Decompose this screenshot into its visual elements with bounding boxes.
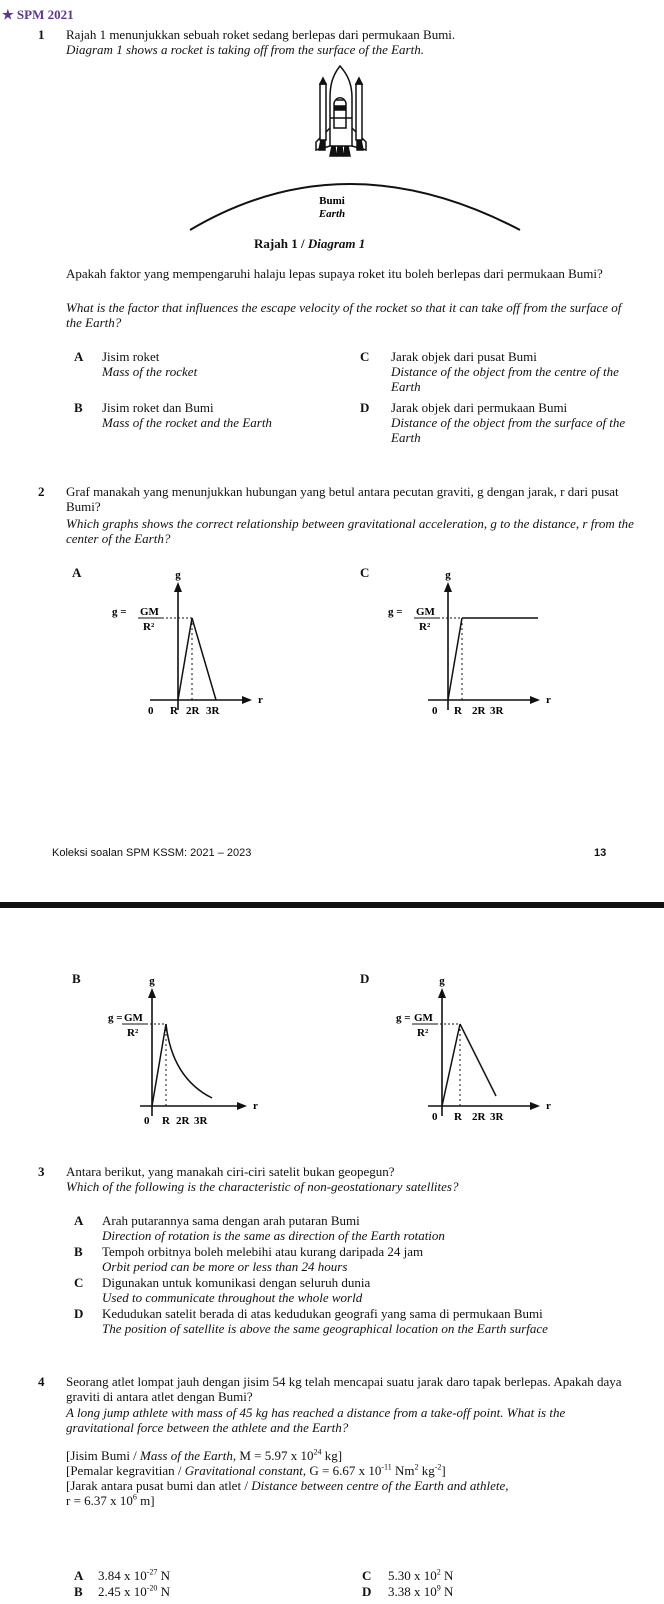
q1-stem-en: Diagram 1 shows a rocket is taking off from the surface of the Earth. <box>66 42 424 57</box>
q1-option-d-ms[interactable]: Jarak objek dari permukaan Bumi <box>391 400 568 415</box>
tick-r: R <box>170 705 178 717</box>
q3-stem-ms: Antara berikut, yang manakah ciri-ciri satelit bukan geopegun? <box>66 1164 395 1179</box>
option-value-base: 2.45 x 10 <box>98 1584 147 1599</box>
earth-surface-arc <box>190 184 520 230</box>
q4-given-g <box>66 1463 446 1478</box>
q1-option-letter[interactable]: A <box>74 349 84 364</box>
q3-option-a-en[interactable]: Direction of rotation is the same as direction of the Earth rotation <box>102 1228 445 1243</box>
earth-label-en: Earth <box>318 208 346 220</box>
q4-given-r-value <box>66 1493 155 1508</box>
q3-option-c-ms[interactable]: Digunakan untuk komunikasi dengan seluruh dunia <box>102 1275 371 1290</box>
option-value-unit: N <box>157 1584 171 1599</box>
earth-label-ms: Bumi <box>319 195 345 207</box>
q4-option-d-value[interactable] <box>388 1584 453 1599</box>
origin-label: 0 <box>144 1115 150 1127</box>
option-value-base: 3.38 x 10 <box>388 1584 437 1599</box>
q1-stem-ms: Rajah 1 menunjukkan sebuah roket sedang berlepas dari permukaan Bumi. <box>66 27 456 42</box>
q3-option-b-ms[interactable]: Tempoh orbitnya boleh melebihi atau kurang daripada 24 jam <box>102 1244 424 1259</box>
caption-ms: Rajah 1 / <box>254 236 308 251</box>
tick-r: R <box>162 1115 170 1127</box>
option-value-exponent: -20 <box>146 1583 158 1593</box>
x-axis-arrow-icon <box>237 1102 247 1110</box>
rocket-drawing <box>316 66 366 156</box>
q4-option-letter[interactable]: A <box>74 1568 84 1583</box>
tick-2r: 2R <box>176 1115 190 1127</box>
tick-2r: 2R <box>472 705 486 717</box>
given-mass-italic: Mass of the Earth <box>140 1448 233 1463</box>
given-r-unit: m] <box>136 1493 155 1508</box>
q3-option-letter[interactable]: D <box>74 1306 84 1321</box>
q1-caption <box>254 236 365 251</box>
header-title: SPM 2021 <box>16 7 74 22</box>
page-footer-text: Koleksi soalan SPM KSSM: 2021 – 2023 <box>52 847 252 859</box>
q1-option-letter[interactable]: C <box>360 349 370 364</box>
graph-option-a[interactable] <box>100 560 270 725</box>
g-axis-label: g <box>445 569 451 581</box>
given-g-exponent: -11 <box>381 1462 392 1472</box>
star-icon: ★ <box>2 7 14 22</box>
section-header <box>2 7 74 22</box>
origin-label: 0 <box>432 1111 438 1123</box>
given-r-italic: Distance between centre of the Earth and athlete, <box>251 1478 509 1493</box>
page-number: 13 <box>594 847 607 859</box>
caption-en: Diagram 1 <box>307 236 366 251</box>
option-value-exponent: 9 <box>436 1583 441 1593</box>
q1-number: 1 <box>38 27 45 42</box>
q3-option-b-en[interactable]: Orbit period can be more or less than 24 hours <box>102 1259 348 1274</box>
q1-option-letter[interactable]: D <box>360 400 370 415</box>
r-axis-label: r <box>253 1100 258 1112</box>
given-g-prefix: [Pemalar kegravitian / <box>66 1463 185 1478</box>
q2-option-c-letter[interactable]: C <box>360 565 370 580</box>
g-axis-label: g <box>175 569 181 581</box>
r-axis-label: r <box>546 694 551 706</box>
q3-option-a-ms[interactable]: Arah putarannya sama dengan arah putaran Bumi <box>102 1213 360 1228</box>
x-axis-arrow-icon <box>242 696 252 704</box>
q4-option-letter[interactable]: B <box>74 1584 83 1599</box>
graph-curve-falling <box>192 618 216 700</box>
q2-stem-en: Which graphs shows the correct relationship between gravitational acceleration, g to the distance, r from the center of the Earth? <box>66 516 634 546</box>
q3-option-d-en[interactable]: The position of satellite is above the same geographical location on the Earth surface <box>102 1321 548 1336</box>
tick-3r: 3R <box>206 705 220 717</box>
q1-option-b-ms[interactable]: Jisim roket dan Bumi <box>102 400 214 415</box>
option-value-exponent: -27 <box>146 1567 158 1577</box>
tick-r: R <box>454 1111 462 1123</box>
graph-curve-inverse-square <box>166 1024 212 1098</box>
tick-3r: 3R <box>194 1115 208 1127</box>
q3-option-letter[interactable]: B <box>74 1244 83 1259</box>
origin-label: 0 <box>432 705 438 717</box>
given-g-exponent-2: 2 <box>414 1462 419 1472</box>
option-value-unit: N <box>440 1584 454 1599</box>
tick-3r: 3R <box>490 1111 504 1123</box>
q2-stem-ms: Graf manakah yang menunjukkan hubungan yang betul antara pecutan graviti, g dengan jarak, r dari pusat Bumi? <box>66 484 619 514</box>
q3-option-letter[interactable]: A <box>74 1213 84 1228</box>
tick-2r: 2R <box>186 705 200 717</box>
q4-number: 4 <box>38 1374 45 1389</box>
r2-denominator: R² <box>143 621 155 633</box>
g-equation-label: g = <box>396 1012 411 1024</box>
q1-option-letter[interactable]: B <box>74 400 83 415</box>
q1-option-a-en[interactable]: Mass of the rocket <box>102 364 198 379</box>
given-g-italic: Gravitational constant <box>184 1463 303 1478</box>
origin-label: 0 <box>148 705 154 717</box>
q1-question-ms: Apakah faktor yang mempengaruhi halaju lepas supaya roket itu boleh berlepas dari permukaan Bumi? <box>66 266 603 281</box>
q1-question-en: What is the factor that influences the escape velocity of the rocket so that it can take off from the surface of the Earth? <box>66 300 622 330</box>
q3-option-d-ms[interactable]: Kedudukan satelit berada di atas kedudukan geografi yang sama di permukaan Bumi <box>102 1306 543 1321</box>
option-value-base: 3.84 x 10 <box>98 1568 147 1583</box>
tick-r: R <box>454 705 462 717</box>
given-g-value: , G = 6.67 x 10 <box>302 1463 382 1478</box>
q3-stem-en: Which of the following is the characteristic of non-geostationary satellites? <box>66 1179 459 1194</box>
x-axis-arrow-icon <box>530 1102 540 1110</box>
g-axis-label: g <box>439 975 445 987</box>
option-value-exponent: 2 <box>436 1567 441 1577</box>
given-r-exponent: 6 <box>132 1492 137 1502</box>
given-mass-value: , M = 5.97 x 10 <box>232 1448 314 1463</box>
q3-number: 3 <box>38 1164 45 1179</box>
rocket-earth-diagram <box>180 58 530 238</box>
graph-curve-rising <box>152 1024 166 1106</box>
q4-given-mass <box>66 1448 342 1463</box>
g-equation-label: g = <box>108 1012 123 1024</box>
y-axis-arrow-icon <box>438 988 446 998</box>
q4-option-letter[interactable]: C <box>362 1568 372 1583</box>
q4-option-a-value[interactable] <box>98 1568 170 1583</box>
q2-option-a-letter[interactable]: A <box>72 565 82 580</box>
q1-option-c-ms[interactable]: Jarak objek dari pusat Bumi <box>391 349 537 364</box>
given-r-prefix: [Jarak antara pusat bumi dan atlet / <box>66 1478 252 1493</box>
q3-option-letter[interactable]: C <box>74 1275 84 1290</box>
q4-stem-ms: Seorang atlet lompat jauh dengan jisim 54 kg telah mencapai suatu jarak daro tapak berlepas. Apakah daya graviti di antara atlet dengan Bumi? <box>66 1374 622 1404</box>
given-mass-exponent: 24 <box>313 1447 322 1457</box>
r2-denominator: R² <box>417 1027 429 1039</box>
r-axis-label: r <box>258 694 263 706</box>
q2-option-d-letter[interactable]: D <box>360 971 370 986</box>
q4-given-r <box>66 1478 508 1493</box>
q4-option-c-value[interactable] <box>388 1568 453 1583</box>
given-g-close: ] <box>441 1463 446 1478</box>
g-equation-label: g = <box>388 606 403 618</box>
q4-stem-en: A long jump athlete with mass of 45 kg has reached a distance from a take-off point. What is the gravitational force between the athlete and the Earth? <box>66 1405 566 1435</box>
graph-option-c[interactable] <box>388 560 558 725</box>
q2-option-b-letter[interactable]: B <box>72 971 81 986</box>
q1-option-d-en[interactable]: Distance of the object from the surface of the Earth <box>391 415 626 445</box>
q4-option-letter[interactable]: D <box>362 1584 372 1599</box>
given-mass-prefix: [Jisim Bumi / <box>66 1448 141 1463</box>
option-value-unit: N <box>157 1568 171 1583</box>
g-equation-label: g = <box>112 606 127 618</box>
q2-number: 2 <box>38 484 45 499</box>
given-r-value: r = 6.37 x 10 <box>66 1493 133 1508</box>
option-value-unit: N <box>440 1568 454 1583</box>
given-g-unit: Nm <box>391 1463 415 1478</box>
option-value-base: 5.30 x 10 <box>388 1568 437 1583</box>
y-axis-arrow-icon <box>174 582 182 592</box>
gm-numerator: GM <box>416 606 435 618</box>
given-g-unit-2: kg <box>418 1463 435 1478</box>
q4-option-b-value[interactable] <box>98 1584 170 1599</box>
tick-2r: 2R <box>472 1111 486 1123</box>
graph-curve-rising <box>448 618 462 700</box>
tick-3r: 3R <box>490 705 504 717</box>
r-axis-label: r <box>546 1100 551 1112</box>
graph-option-d[interactable] <box>388 966 558 1131</box>
graph-option-b[interactable] <box>100 966 270 1131</box>
graph-curve-rising <box>178 618 192 700</box>
r2-denominator: R² <box>127 1027 139 1039</box>
gm-numerator: GM <box>124 1012 143 1024</box>
r2-denominator: R² <box>419 621 431 633</box>
gm-numerator: GM <box>140 606 159 618</box>
y-axis-arrow-icon <box>148 988 156 998</box>
y-axis-arrow-icon <box>444 582 452 592</box>
graph-curve-falling <box>460 1024 496 1096</box>
given-g-exponent-3: -2 <box>434 1462 442 1472</box>
q1-option-a-ms[interactable]: Jisim roket <box>102 349 160 364</box>
q1-option-c-en[interactable]: Distance of the object from the centre of the Earth <box>391 364 619 394</box>
x-axis-arrow-icon <box>530 696 540 704</box>
g-axis-label: g <box>149 975 155 987</box>
given-mass-unit: kg] <box>321 1448 343 1463</box>
graph-curve-rising <box>442 1024 460 1106</box>
q3-option-c-en[interactable]: Used to communicate throughout the whole world <box>102 1290 363 1305</box>
gm-numerator: GM <box>414 1012 433 1024</box>
q1-option-b-en[interactable]: Mass of the rocket and the Earth <box>102 415 272 430</box>
page-divider <box>0 902 664 908</box>
